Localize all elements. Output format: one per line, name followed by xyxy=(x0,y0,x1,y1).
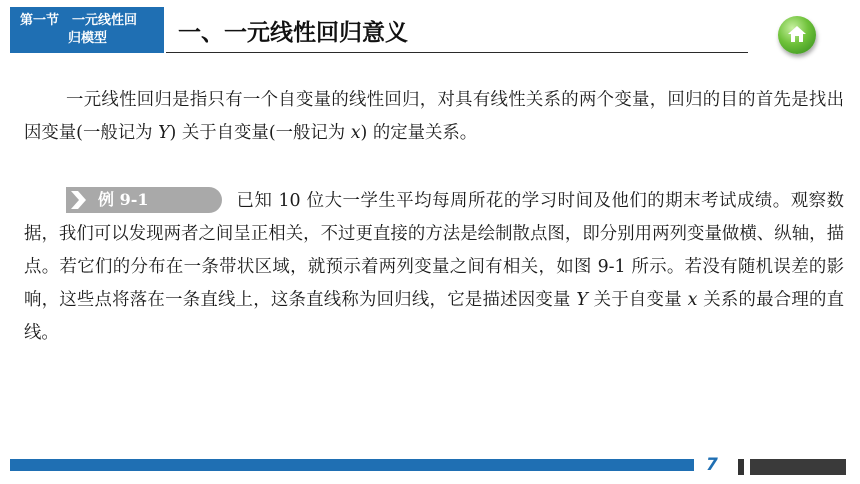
example-var-x: x xyxy=(687,290,698,310)
footer-bar xyxy=(10,459,694,471)
paragraph1-var-x: x xyxy=(350,123,361,143)
chevron-right-icon xyxy=(66,187,92,213)
title-divider xyxy=(166,52,748,53)
section-tag-line2: 归模型 xyxy=(68,31,108,46)
footer-dark-block xyxy=(750,459,846,475)
paragraph1-text-b: ) 关于自变量(一般记为 xyxy=(169,123,351,143)
home-button[interactable] xyxy=(778,16,816,54)
paragraph1-var-y: Y xyxy=(158,123,170,143)
example-text-b: 关于自变量 xyxy=(587,290,688,310)
page-title: 一、一元线性回归意义 xyxy=(178,20,408,46)
example-paragraph xyxy=(24,185,844,350)
example-text-c: 关系的最合理的直线。 xyxy=(24,290,845,343)
example-text-a: 已知 10 位大一学生平均每周所花的学习时间及他们的期末考试成绩。观察数据，我们可以发现两者之间呈正相关，不过更直接的方法是绘制散点图，即分别用两列变量做横、纵轴，描点。若它们的分布在一条带状区域，就预示着两列变量之间有相关，如图 9-1 所示。若没有随机误差的影响，这些点将落在一条直线上，这条直线称为回归线，它是描述因变量 xyxy=(24,191,844,310)
paragraph1-text-c: ) 的定量关系。 xyxy=(360,123,478,143)
definition-paragraph xyxy=(24,84,844,150)
example-badge-label: 例 9-1 xyxy=(98,189,149,209)
section-tag xyxy=(10,7,164,53)
example-var-y: Y xyxy=(576,290,588,310)
section-tag-line1: 第一节 一元线性回 xyxy=(20,13,138,28)
paragraph1-text-a: 一元线性回归是指只有一个自变量的线性回归，对具有线性关系的两个变量，回归的目的首先是找出因变量(一般记为 xyxy=(24,90,844,143)
example-badge xyxy=(66,187,222,213)
footer-marker xyxy=(738,459,744,475)
home-icon xyxy=(787,24,807,44)
page-number: 7 xyxy=(706,455,718,475)
